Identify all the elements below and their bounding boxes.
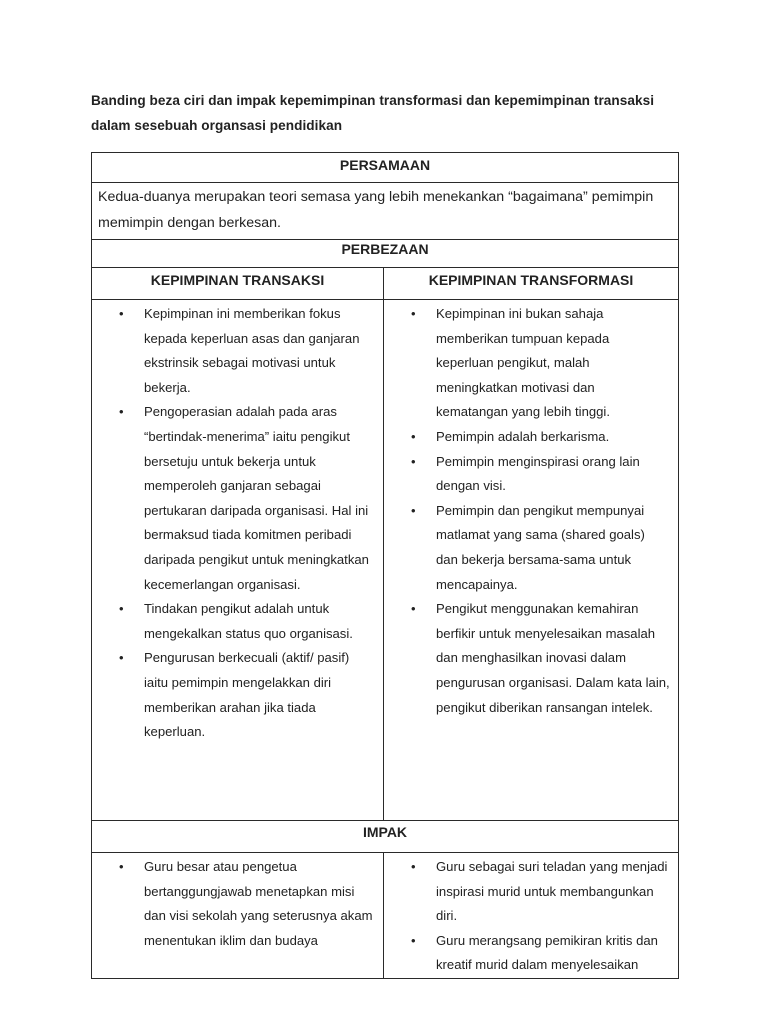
persamaan-cell bbox=[92, 183, 679, 240]
list-item: • Pengurusan berkecuali (aktif/ pasif) iaitu pemimpin mengelakkan diri memberikan arahan jika tiada keperluan. bbox=[92, 646, 375, 744]
list-item: • Tindakan pengikut adalah untuk mengekalkan status quo organisasi. bbox=[92, 597, 375, 646]
transaksi-list bbox=[92, 300, 383, 745]
transaksi-cell bbox=[92, 300, 384, 821]
column-header-transaksi: KEPIMPINAN TRANSAKSI bbox=[92, 268, 384, 300]
list-item: • Guru merangsang pemikiran kritis dan kreatif murid dalam menyelesaikan bbox=[384, 929, 670, 978]
impak-transaksi-list bbox=[92, 853, 383, 953]
column-header-transformasi: KEPIMPINAN TRANSFORMASI bbox=[384, 268, 679, 300]
persamaan-text: Kedua-duanya merupakan teori semasa yang lebih menekankan “bagaimana” pemimpin memimpin dengan berkesan. bbox=[98, 189, 654, 231]
list-item: • Pengikut menggunakan kemahiran berfikir untuk menyelesaikan masalah dan menghasilkan inovasi dalam pengurusan organisasi. Dalam kata lain, pengikut diberikan ransangan intelek. bbox=[384, 597, 670, 720]
impak-transformasi-cell bbox=[384, 853, 679, 979]
list-item: • Guru sebagai suri teladan yang menjadi inspirasi murid untuk membangunkan diri. bbox=[384, 855, 670, 929]
list-item: • Kepimpinan ini memberikan fokus kepada keperluan asas dan ganjaran ekstrinsik sebagai motivasi untuk bekerja. bbox=[92, 302, 375, 400]
heading-line-2: dalam sesebuah organsasi pendidikan bbox=[91, 118, 343, 133]
transformasi-list bbox=[384, 300, 678, 720]
document-heading bbox=[91, 88, 691, 138]
transformasi-cell bbox=[384, 300, 679, 821]
impak-header: IMPAK bbox=[92, 821, 679, 853]
list-item: • Guru besar atau pengetua bertanggungjawab menetapkan misi dan visi sekolah yang seterusnya akam menentukan iklim dan budaya bbox=[92, 855, 375, 953]
heading-line-1: Banding beza ciri dan impak kepemimpinan transformasi dan kepemimpinan transaksi bbox=[91, 93, 655, 108]
perbezaan-header: PERBEZAAN bbox=[92, 240, 679, 268]
list-item: • Pengoperasian adalah pada aras “bertindak-menerima” iaitu pengikut bersetuju untuk bekerja untuk memperoleh ganjaran sebagai pertukaran daripada organisasi. Hal ini bermaksud tiada komitmen peribadi daripada pengikut untuk meningkatkan kecemerlangan organisasi. bbox=[92, 400, 375, 597]
persamaan-header: PERSAMAAN bbox=[92, 153, 679, 183]
list-item: • Pemimpin adalah berkarisma. bbox=[384, 425, 670, 450]
comparison-table bbox=[91, 152, 679, 979]
impak-transaksi-cell bbox=[92, 853, 384, 979]
list-item: • Kepimpinan ini bukan sahaja memberikan tumpuan kepada keperluan pengikut, malah meningkatkan motivasi dan kematangan yang lebih tinggi. bbox=[384, 302, 670, 425]
list-item: • Pemimpin dan pengikut mempunyai matlamat yang sama (shared goals) dan bekerja bersama-sama untuk mencapainya. bbox=[384, 499, 670, 597]
list-item: • Pemimpin menginspirasi orang lain dengan visi. bbox=[384, 450, 670, 499]
impak-transformasi-list bbox=[384, 853, 678, 978]
